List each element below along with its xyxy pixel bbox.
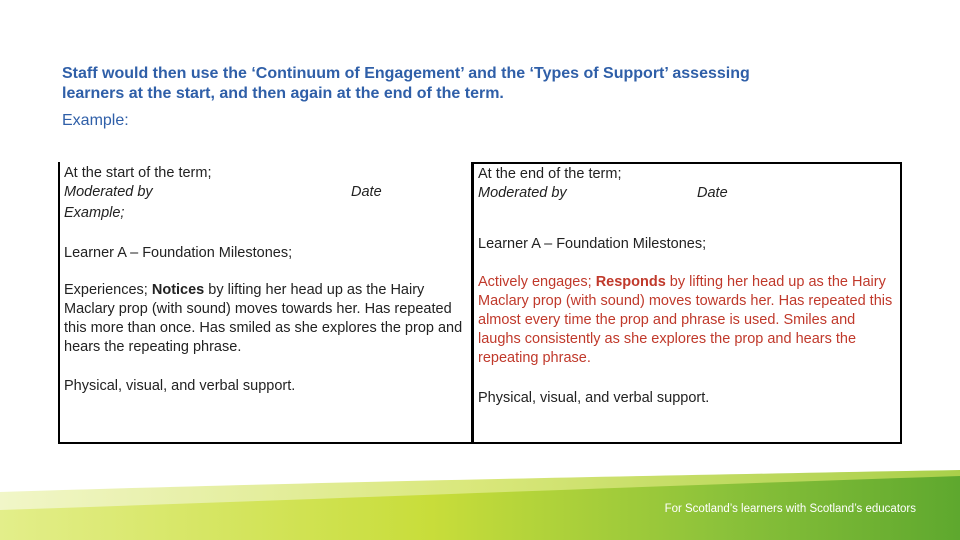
start-experiences-prefix: Experiences; — [64, 282, 152, 298]
end-milestones: Learner A – Foundation Milestones; — [478, 236, 707, 252]
start-notices-keyword: Notices — [151, 282, 205, 298]
start-of-term-column — [58, 162, 474, 444]
start-experiences-text — [64, 281, 466, 357]
end-actively-engages-text — [478, 273, 893, 368]
slide-heading-line-2: learners at the start, and then again at the end of the term. — [62, 85, 504, 102]
end-responds-keyword: Responds — [595, 274, 666, 290]
end-actively-engages-prefix: Actively engages; — [478, 274, 596, 290]
start-example-label: Example; — [64, 205, 125, 221]
slide-heading-line-1: Staff would then use the ‘Continuum of Engagement’ and the ‘Types of Support’ assessing — [62, 65, 750, 82]
start-support-text: Physical, visual, and verbal support. — [64, 378, 296, 394]
footer-tagline: For Scotland’s learners with Scotland’s educators — [664, 503, 916, 515]
start-title: At the start of the term; — [64, 165, 212, 181]
start-date-label: Date — [351, 184, 382, 200]
example-label: Example: — [62, 112, 129, 129]
end-date-label: Date — [697, 185, 728, 201]
end-of-term-column — [471, 162, 902, 444]
start-milestones: Learner A – Foundation Milestones; — [64, 245, 293, 261]
start-moderated-by: Moderated by — [64, 184, 153, 200]
start-experiences-rest: by lifting her head up as the Hairy Maclary prop (with sound) moves towards her. Has repeated this more than once. Has smiled as she explores the prop and hears the repeating phrase. — [64, 282, 463, 355]
end-support-text: Physical, visual, and verbal support. — [478, 390, 710, 406]
end-moderated-by: Moderated by — [478, 185, 567, 201]
slide-heading — [62, 64, 882, 104]
end-actively-engages-rest: by lifting her head up as the Hairy Maclary prop (with sound) moves towards her. Has repeated this almost every time the prop and phrase is used. Smiles and laughs consistently as she explores the prop and hears the repeating phrase. — [478, 274, 893, 366]
end-title: At the end of the term; — [478, 166, 622, 182]
